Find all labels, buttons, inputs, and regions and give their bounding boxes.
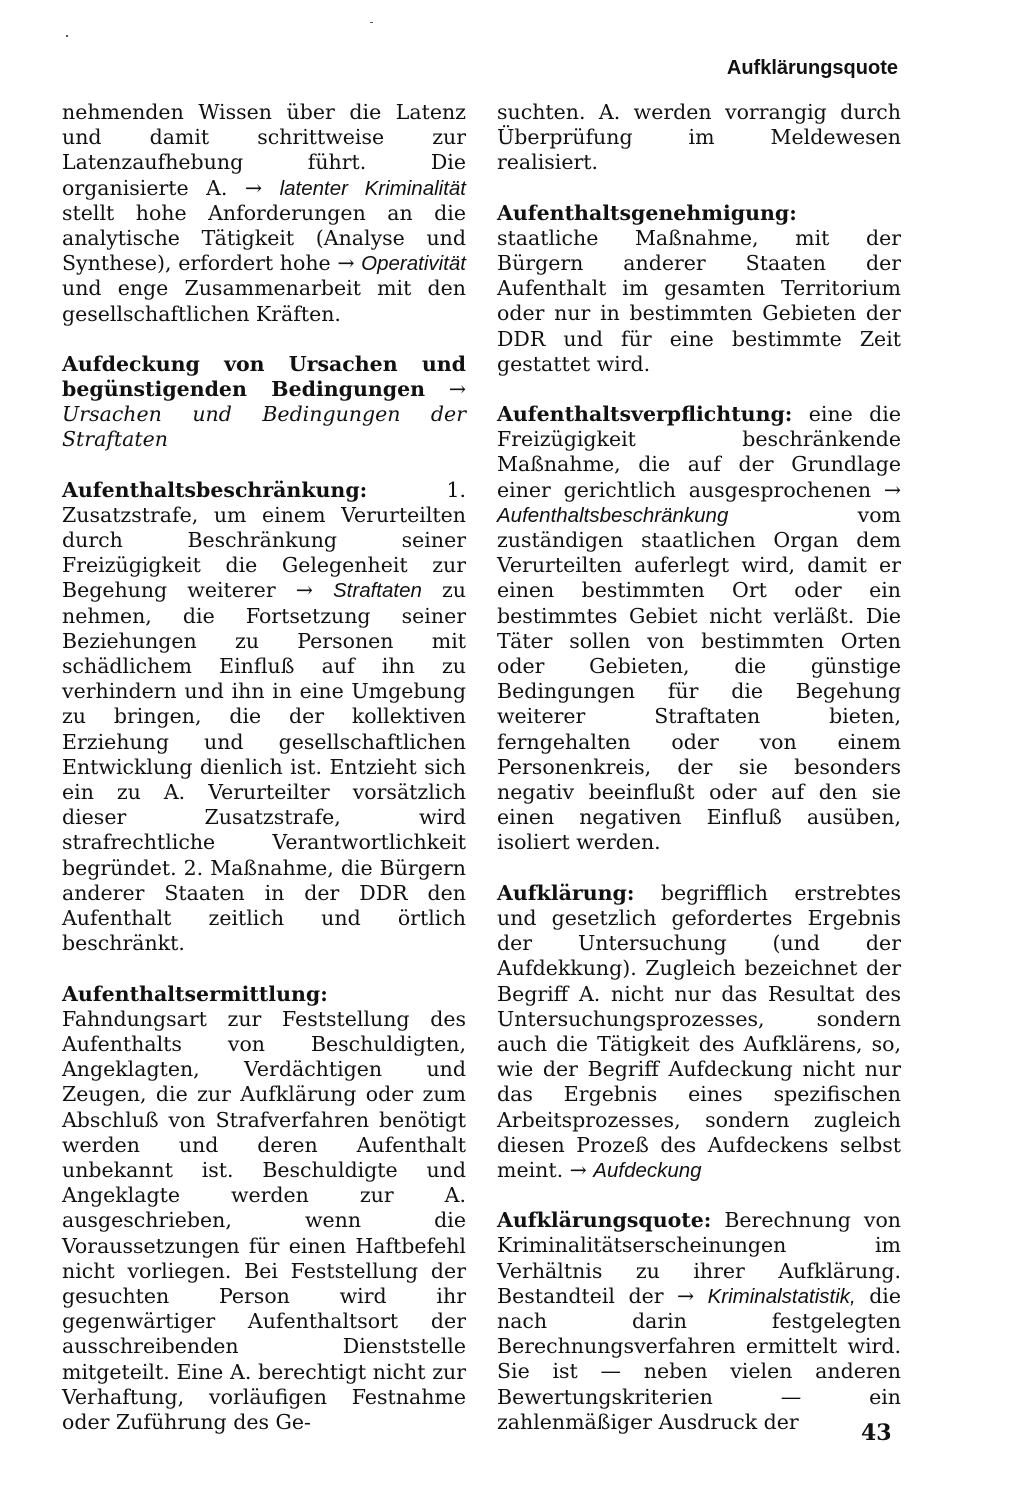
- cross-reference-link[interactable]: Aufenthaltsbeschränkung: [497, 503, 729, 527]
- entry-text: →: [425, 377, 466, 402]
- entry-text: zu nehmen, die Fortsetzung seiner Beziehungen zu Personen mit schädlichem Einfluß auf ihn zu verhindern und ihn in eine Umgebung zu bringen, die der kollektiven Erziehung und gesellschaftlichen Entwicklung dienlich ist. Entzieht sich ein zu A. Verurteilter vorsätzlich dieser Zusatzstrafe, wird strafrechtliche Verantwortlichkeit begründet. 2. Maßnahme, die Bürgern anderer Staaten in der DDR den Aufenthalt zeitlich und örtlich beschränkt.: [62, 578, 466, 956]
- page-number: 43: [861, 1420, 892, 1446]
- entry-aufenthaltsermittlung: [62, 982, 466, 1436]
- entry-text: Fahndungsart zur Feststellung des Aufenthalts von Beschuldigten, Angeklagten, Verdächtigen und Zeugen, die zur Aufklärung oder zum Abschluß von Strafverfahren benötigt werden und deren Aufenthalt unbekannt ist. Beschuldigte und Angeklagte werden zur A. ausgeschrieben, wenn die Voraussetzungen für einen Haftbefehl nicht vorliegen. Bei Feststellung der gesuchten Person wird ihr gegenwärtiger Aufenthaltsort der ausschreibenden Dienststelle mitgeteilt. Eine A. berechtigt nicht zur Verhaftung, vorläufigen Festnahme oder Zuführung des Ge-: [62, 1006, 466, 1434]
- left-column: [62, 100, 466, 1460]
- entry-term: Aufenthaltsbeschränkung:: [62, 477, 368, 502]
- cross-reference-link[interactable]: Kriminalstatistik,: [707, 1284, 856, 1308]
- entry-aufklaerungsquote: [497, 1208, 901, 1435]
- entry-text: staatliche Maßnahme, mit der Bürgern anderer Staaten der Aufenthalt im gesamten Territorium oder nur in bestimmten Gebieten der DDR und für eine bestimmte Zeit gestattet wird.: [497, 225, 901, 376]
- entry-text: 1. Zusatzstrafe, um einem Verurteilten durch Beschränkung seiner Freizügigkeit die Gelegenheit zur Begehung weiterer →: [62, 477, 466, 603]
- entry-aufdeckung: [62, 352, 466, 453]
- scan-speck: [370, 22, 373, 23]
- entry-aufenthaltsbeschraenkung: [62, 478, 466, 957]
- entry-term: Aufenthaltsgenehmigung:: [497, 200, 797, 225]
- entry-text: begrifflich erstrebtes und gesetzlich gefordertes Ergebnis der Untersuchung (und der Aufdekkung). Zugleich bezeichnet der Begriff A. nicht nur das Resultat des Untersuchungsprozesses, sondern auch die Tätigkeit des Aufklärens, so, wie der Begriff Aufdeckung nicht nur das Ergebnis eines spezifischen Arbeitsprozesses, sondern zugleich diesen Prozeß des Aufdeckens selbst meint. →: [497, 880, 901, 1182]
- entry-text: vom zuständigen staatlichen Organ dem Verurteilten auferlegt wird, damit er einen bestimmten Ort oder ein bestimmtes Gebiet nicht verläßt. Die Täter sollen von bestimmten Orten oder Gebieten, die günstige Bedingungen für die Begehung weiterer Straftaten bieten, ferngehalten oder von einem Personenkreis, der sie besonders negativ beeinflußt oder auf den sie einen negativen Einfluß ausüben, isoliert werden.: [497, 502, 901, 855]
- entry-term: Aufdeckung von Ursachen und begünstigenden Bedingungen: [62, 351, 466, 402]
- cross-reference-link[interactable]: latenter Kriminalität: [279, 176, 467, 200]
- cross-reference-link[interactable]: Aufdeckung: [593, 1158, 702, 1182]
- entry-continuation-left: [62, 100, 466, 327]
- entry-term: Aufenthaltsermittlung:: [62, 981, 328, 1006]
- cross-reference-link[interactable]: Operativität: [361, 252, 466, 276]
- entry-text: stellt hohe Anforderungen an die analytische Tätigkeit (Analyse und Synthese), erfordert hohe →: [62, 200, 466, 276]
- entry-text: und enge Zusammenarbeit mit den gesellschaftlichen Kräften.: [62, 276, 466, 326]
- entry-aufklaerung: [497, 881, 901, 1183]
- cross-reference-link[interactable]: Straftaten: [333, 579, 422, 603]
- scan-speck: [66, 35, 68, 37]
- entry-term: Aufklärung:: [497, 880, 635, 905]
- entry-term: Aufenthaltsverpflichtung:: [497, 402, 793, 427]
- right-column: [497, 100, 901, 1460]
- entry-text: nehmenden Wissen über die Latenz und damit schrittweise zur Latenzaufhebung führt. Die organisierte A. →: [62, 100, 466, 200]
- entry-text: die nach darin festgelegten Berechnungsverfahren ermittelt wird. Sie ist — neben vielen anderen Bewertungskriterien — ein zahlenmäßiger Ausdruck der: [497, 1283, 901, 1434]
- running-head: Aufklärungsquote: [726, 57, 898, 79]
- cross-reference-link[interactable]: Ursachen und Bedingungen der Straftaten: [62, 402, 466, 452]
- entry-continuation-right: suchten. A. werden vorrangig durch Überprüfung im Meldewesen realisiert.: [497, 100, 901, 175]
- entry-term: Aufklärungsquote:: [497, 1208, 712, 1233]
- entry-aufenthaltsverpflichtung: [497, 402, 901, 856]
- entry-aufenthaltsgenehmigung: [497, 201, 901, 377]
- entry-text: eine die Freizügigkeit beschränkende Maßnahme, die auf der Grundlage einer gerichtlich ausgesprochenen →: [497, 402, 901, 502]
- entry-text: Berechnung von Kriminalitätserscheinungen im Verhältnis zu ihrer Aufklärung. Bestandteil der →: [497, 1208, 901, 1308]
